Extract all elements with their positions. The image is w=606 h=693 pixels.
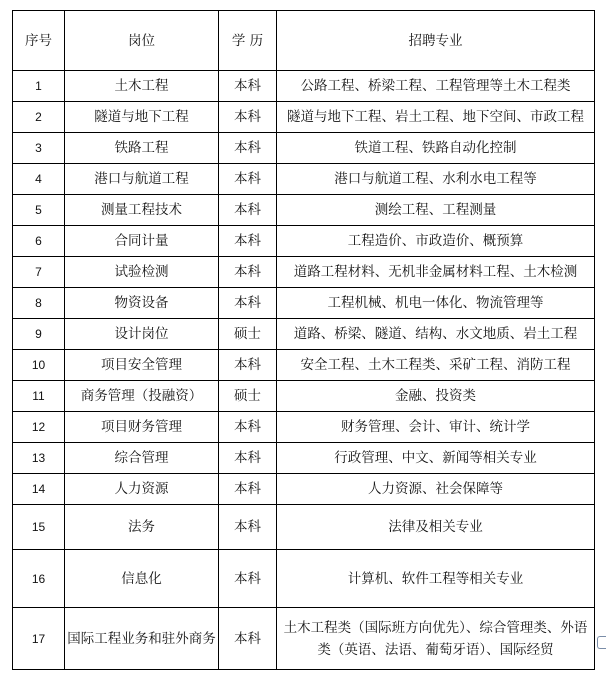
row-major: 行政管理、中文、新闻等相关专业	[277, 443, 595, 474]
row-no: 13	[13, 443, 65, 474]
edge-tab-icon[interactable]	[597, 636, 606, 649]
row-position: 人力资源	[65, 474, 219, 505]
header-position: 岗位	[65, 11, 219, 71]
row-major: 计算机、软件工程等相关专业	[277, 550, 595, 608]
row-position: 试验检测	[65, 257, 219, 288]
row-education: 本科	[219, 133, 277, 164]
table-row	[13, 164, 595, 195]
row-major: 道路、桥梁、隧道、结构、水文地质、岩土工程	[277, 319, 595, 350]
row-education: 本科	[219, 226, 277, 257]
table-row	[13, 226, 595, 257]
table-row	[13, 319, 595, 350]
table-row	[13, 381, 595, 412]
row-major: 土木工程类（国际班方向优先）、综合管理类、外语类（英语、法语、葡萄牙语）、国际经贸	[277, 608, 595, 670]
row-no: 5	[13, 195, 65, 226]
row-position: 土木工程	[65, 71, 219, 102]
header-major: 招聘专业	[277, 11, 595, 71]
recruitment-table	[12, 10, 595, 670]
row-no: 1	[13, 71, 65, 102]
row-no: 12	[13, 412, 65, 443]
row-education: 本科	[219, 608, 277, 670]
row-education: 硕士	[219, 319, 277, 350]
header-no: 序号	[13, 11, 65, 71]
row-position: 国际工程业务和驻外商务	[65, 608, 219, 670]
row-no: 3	[13, 133, 65, 164]
row-major: 隧道与地下工程、岩土工程、地下空间、市政工程	[277, 102, 595, 133]
row-position: 法务	[65, 505, 219, 550]
row-no: 4	[13, 164, 65, 195]
table-row	[13, 608, 595, 670]
row-position: 测量工程技术	[65, 195, 219, 226]
row-position: 合同计量	[65, 226, 219, 257]
row-major: 法律及相关专业	[277, 505, 595, 550]
row-no: 17	[13, 608, 65, 670]
row-major: 工程机械、机电一体化、物流管理等	[277, 288, 595, 319]
row-position: 物资设备	[65, 288, 219, 319]
table-header-row	[13, 11, 595, 71]
row-major: 人力资源、社会保障等	[277, 474, 595, 505]
row-position: 商务管理（投融资）	[65, 381, 219, 412]
row-education: 硕士	[219, 381, 277, 412]
table-row	[13, 71, 595, 102]
row-no: 8	[13, 288, 65, 319]
row-position: 隧道与地下工程	[65, 102, 219, 133]
row-no: 2	[13, 102, 65, 133]
row-major: 道路工程材料、无机非金属材料工程、土木检测	[277, 257, 595, 288]
table-row	[13, 288, 595, 319]
row-no: 15	[13, 505, 65, 550]
row-major: 工程造价、市政造价、概预算	[277, 226, 595, 257]
row-education: 本科	[219, 257, 277, 288]
row-education: 本科	[219, 164, 277, 195]
row-position: 港口与航道工程	[65, 164, 219, 195]
row-education: 本科	[219, 505, 277, 550]
table-row	[13, 443, 595, 474]
row-education: 本科	[219, 71, 277, 102]
row-education: 本科	[219, 102, 277, 133]
header-education: 学 历	[219, 11, 277, 71]
table-row	[13, 102, 595, 133]
row-position: 铁路工程	[65, 133, 219, 164]
row-no: 10	[13, 350, 65, 381]
row-no: 16	[13, 550, 65, 608]
row-education: 本科	[219, 550, 277, 608]
row-education: 本科	[219, 288, 277, 319]
row-education: 本科	[219, 195, 277, 226]
row-major: 铁道工程、铁路自动化控制	[277, 133, 595, 164]
table-row	[13, 195, 595, 226]
row-education: 本科	[219, 474, 277, 505]
table-row	[13, 550, 595, 608]
row-major: 港口与航道工程、水利水电工程等	[277, 164, 595, 195]
row-no: 7	[13, 257, 65, 288]
table-row	[13, 505, 595, 550]
table-row	[13, 257, 595, 288]
row-major: 测绘工程、工程测量	[277, 195, 595, 226]
row-education: 本科	[219, 350, 277, 381]
row-position: 信息化	[65, 550, 219, 608]
row-no: 9	[13, 319, 65, 350]
row-no: 6	[13, 226, 65, 257]
row-education: 本科	[219, 443, 277, 474]
row-position: 项目安全管理	[65, 350, 219, 381]
table-row	[13, 412, 595, 443]
row-major: 公路工程、桥梁工程、工程管理等土木工程类	[277, 71, 595, 102]
row-position: 综合管理	[65, 443, 219, 474]
row-position: 设计岗位	[65, 319, 219, 350]
table-row	[13, 474, 595, 505]
row-major: 金融、投资类	[277, 381, 595, 412]
row-major: 财务管理、会计、审计、统计学	[277, 412, 595, 443]
table-row	[13, 350, 595, 381]
row-no: 14	[13, 474, 65, 505]
row-position: 项目财务管理	[65, 412, 219, 443]
row-no: 11	[13, 381, 65, 412]
table-row	[13, 133, 595, 164]
row-major: 安全工程、土木工程类、采矿工程、消防工程	[277, 350, 595, 381]
row-education: 本科	[219, 412, 277, 443]
